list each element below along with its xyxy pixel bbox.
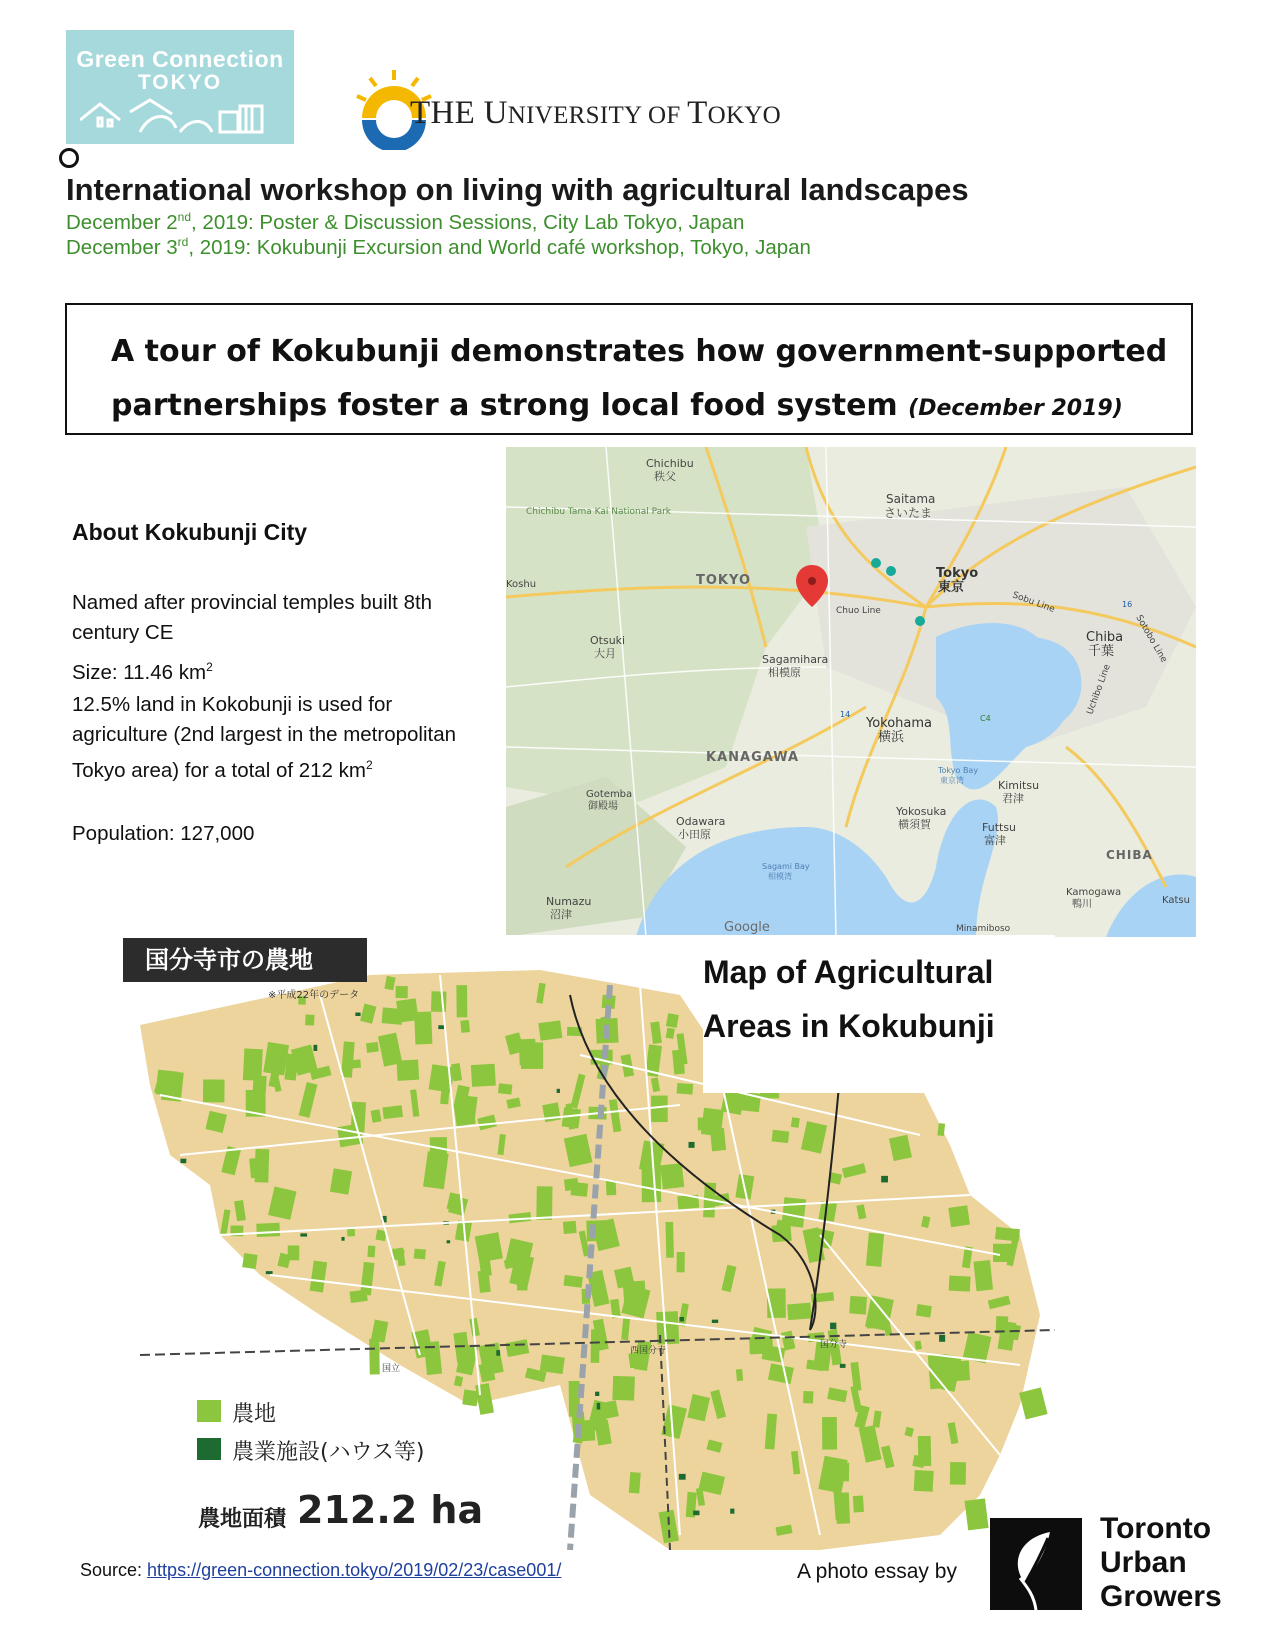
svg-text:Chiba: Chiba [1086, 630, 1124, 645]
svg-text:横須賀: 横須賀 [898, 818, 931, 831]
facility-patch [313, 1045, 317, 1051]
farmland-patch [564, 1178, 579, 1191]
farmland-patch [822, 1417, 837, 1450]
farmland-patch [866, 1233, 884, 1267]
facility-patch [693, 1511, 699, 1516]
svg-text:Otsuki: Otsuki [590, 634, 626, 647]
farmland-patch [916, 1304, 932, 1318]
farmland-patch [538, 1020, 562, 1040]
svg-text:相模原: 相模原 [768, 666, 801, 679]
svg-text:Google: Google [724, 920, 770, 935]
facility-patch [712, 1320, 718, 1323]
farmland-patch [973, 1260, 993, 1291]
facility-patch [266, 1271, 273, 1274]
svg-text:Koshu: Koshu [506, 579, 537, 590]
about-named: Named after provincial temples built 8th century CE [72, 591, 433, 644]
farmland-patch [803, 1391, 813, 1404]
agri-map-note: ※平成22年のデータ [268, 990, 360, 1001]
svg-text:国立: 国立 [382, 1364, 401, 1374]
toronto-urban-growers-name: Toronto Urban Growers [1100, 1512, 1222, 1613]
svg-text:西国分寺: 西国分寺 [630, 1346, 667, 1356]
article-title: A tour of Kokubunji demonstrates how government-supported partnerships foster a strong local food system (December 2019) [111, 334, 1168, 423]
farmland-patch [912, 1455, 925, 1468]
svg-text:Kamogawa: Kamogawa [1066, 887, 1122, 898]
farmland-patch [462, 1389, 478, 1406]
farmland-patch [536, 1186, 552, 1220]
svg-text:千葉: 千葉 [1088, 644, 1115, 659]
facility-patch [355, 1013, 360, 1016]
farmland-patch [456, 985, 467, 1017]
svg-text:Kimitsu: Kimitsu [998, 779, 1040, 792]
svg-text:CHIBA: CHIBA [1106, 848, 1153, 862]
svg-text:相模湾: 相模湾 [768, 872, 792, 881]
legend-facility-label: 農業施設(ハウス等) [232, 1440, 425, 1465]
svg-text:Odawara: Odawara [676, 815, 726, 828]
farmland-patch [255, 1149, 270, 1183]
svg-text:Saitama: Saitama [886, 492, 936, 506]
svg-text:Chichibu Tama Kai National Par: Chichibu Tama Kai National Park [526, 507, 672, 517]
farmland-patch [937, 1123, 945, 1136]
svg-text:秩父: 秩父 [654, 470, 676, 483]
farmland-patch [629, 1472, 641, 1493]
farmland-patch [367, 1245, 375, 1257]
svg-text:TOKYO: TOKYO [696, 573, 751, 588]
farmland-patch [414, 1249, 426, 1260]
farmland-patch [612, 1376, 635, 1401]
svg-text:君津: 君津 [1002, 792, 1024, 805]
svg-text:沼津: 沼津 [550, 908, 572, 921]
toronto-urban-growers-leaf-icon [990, 1518, 1082, 1610]
farmland-patch [651, 1096, 668, 1123]
tokyo-region-map [506, 447, 1196, 937]
farmland-patch [849, 1296, 867, 1315]
facility-patch [881, 1176, 888, 1183]
farmland-patch [460, 1020, 470, 1033]
gc-logo-line2: TOKYO [137, 71, 223, 94]
legend-facility-swatch [197, 1438, 221, 1460]
svg-text:Numazu: Numazu [546, 895, 592, 908]
facility-patch [939, 1335, 945, 1342]
svg-text:KANAGAWA: KANAGAWA [706, 750, 800, 765]
farmland-patch [256, 1223, 280, 1237]
farmland-patch [396, 986, 408, 998]
svg-text:さいたま: さいたま [884, 506, 933, 520]
facility-patch [730, 1509, 734, 1514]
farmland-patch [993, 1244, 1013, 1262]
farmland-patch [965, 1498, 989, 1530]
svg-text:Sagamihara: Sagamihara [762, 653, 829, 666]
farmland-patch [949, 1276, 971, 1292]
svg-text:Tokyo: Tokyo [936, 566, 979, 581]
about-size: Size: 11.46 $km^2$ [72, 660, 213, 684]
farmland-patch [677, 1252, 685, 1272]
facility-patch [300, 1233, 307, 1236]
svg-text:Minamiboso: Minamiboso [956, 924, 1011, 934]
legend-farmland-label: 農地 [232, 1402, 277, 1427]
svg-text:Yokosuka: Yokosuka [896, 805, 947, 818]
workshop-date-1: December 2nd, 2019: Poster & Discussion Sessions, City Lab Tokyo, Japan [66, 210, 745, 234]
facility-patch [689, 1142, 695, 1148]
agri-map-label-box: 国分寺市の農地 [123, 938, 367, 982]
farmland-patch [736, 1369, 743, 1381]
farmland-patch [369, 1339, 380, 1375]
farmland-patch [540, 1354, 565, 1374]
svg-text:Uchibo Line: Uchibo Line [1085, 663, 1113, 717]
green-connection-logo [66, 30, 294, 144]
bullet-circle-icon [59, 148, 79, 168]
farm-area-value: 212.2 ha [297, 1488, 484, 1532]
farmland-patch [382, 1105, 403, 1119]
farmland-patch [995, 1227, 1020, 1242]
farmland-patch [396, 1060, 419, 1081]
farmland-patch [672, 1049, 685, 1074]
workshop-title: International workshop on living with agricultural landscapes [66, 172, 969, 207]
svg-text:Sobu Line: Sobu Line [1010, 590, 1056, 615]
agri-map-title: Map of Agricultural Areas in Kokubunji [703, 945, 1005, 1093]
svg-text:大月: 大月 [594, 647, 616, 660]
svg-text:富津: 富津 [984, 834, 1006, 847]
farmland-patch [305, 1014, 314, 1025]
farmland-patch [787, 1303, 812, 1320]
svg-text:Katsu: Katsu [1162, 895, 1190, 906]
legend-farmland-swatch [197, 1400, 221, 1422]
farmland-patch [564, 1275, 583, 1288]
farmland-patch [665, 1222, 673, 1258]
farmland-patch [677, 1083, 694, 1095]
farmland-patch [366, 1042, 379, 1053]
facility-patch [830, 1323, 836, 1330]
farmland-patch [947, 1361, 970, 1382]
facility-patch [496, 1350, 500, 1356]
svg-text:C4: C4 [980, 714, 991, 723]
farmland-patch [914, 1470, 934, 1492]
facility-patch [595, 1392, 599, 1396]
about-heading: About Kokubunji City [72, 519, 308, 545]
about-population: Population: 127,000 [72, 822, 255, 845]
farmland-patch [660, 1163, 684, 1189]
farmland-patch [950, 1462, 966, 1485]
article-title-box [65, 303, 1193, 435]
svg-text:東京: 東京 [938, 580, 965, 595]
facility-patch [840, 1364, 846, 1368]
farmland-patch [853, 1496, 864, 1513]
svg-text:Tokyo Bay: Tokyo Bay [938, 766, 979, 775]
gc-logo-line1: Green Connection [76, 46, 284, 72]
farmland-patch [642, 1167, 662, 1202]
svg-text:Sotobo Line: Sotobo Line [1133, 613, 1169, 665]
svg-text:Futtsu: Futtsu [982, 821, 1017, 834]
facility-patch [180, 1159, 186, 1163]
farmland-patch [243, 1048, 263, 1080]
farmland-patch [710, 1128, 726, 1151]
farmland-patch [519, 1039, 536, 1066]
source-citation: Source: https://green-connection.tokyo/2019/02/23/case001/ [80, 1560, 562, 1580]
farmland-patch [517, 1278, 528, 1290]
facility-patch [679, 1474, 686, 1480]
farmland-patch [475, 1232, 503, 1262]
svg-text:Chichibu: Chichibu [646, 457, 694, 470]
farmland-patch [967, 1344, 975, 1352]
farmland-patch [563, 1221, 577, 1234]
svg-text:東京湾: 東京湾 [940, 776, 964, 785]
farmland-patch [838, 1463, 849, 1482]
farm-area-label: 農地面積 [198, 1507, 287, 1532]
university-of-tokyo-name: THE UNIVERSITY OF TOKYO [410, 95, 782, 131]
facility-patch [447, 1240, 451, 1243]
facility-patch [597, 1403, 601, 1410]
farmland-patch [791, 1117, 800, 1128]
farmland-patch [414, 1011, 432, 1044]
facility-patch [438, 1025, 444, 1029]
gc-skyline-icon [80, 92, 280, 136]
facility-patch [341, 1237, 344, 1241]
workshop-date-2: December 3rd, 2019: Kokubunji Excursion and World café workshop, Tokyo, Japan [66, 235, 811, 259]
farmland-patch [203, 1080, 225, 1103]
article-date: (December 2019) [908, 396, 1123, 421]
about-land-use: 12.5% land in Kokobunji is used for agriculture (2nd largest in the metropolitan Tokyo area) for a total of 212 $km^2$ [72, 693, 457, 782]
facility-patch [679, 1317, 684, 1321]
svg-text:Sagami Bay: Sagami Bay [762, 862, 810, 871]
svg-text:鴨川: 鴨川 [1072, 899, 1092, 910]
photo-essay-credit: A photo essay by [797, 1560, 957, 1583]
farmland-patch [948, 1205, 970, 1227]
farmland-patch [772, 1130, 790, 1143]
farmland-patch [666, 1013, 679, 1028]
source-link[interactable]: https://green-connection.tokyo/2019/02/23/case001/ [147, 1560, 562, 1580]
svg-text:国分寺: 国分寺 [820, 1340, 848, 1350]
svg-text:14: 14 [840, 710, 851, 719]
farmland-patch [330, 1168, 352, 1194]
farmland-patch [471, 1064, 496, 1087]
svg-text:小田原: 小田原 [678, 828, 711, 841]
svg-text:16: 16 [1122, 600, 1133, 609]
farmland-patch [242, 1253, 257, 1269]
svg-text:横浜: 横浜 [878, 730, 905, 745]
farmland-patch [498, 1083, 512, 1094]
svg-text:Yokohama: Yokohama [866, 716, 933, 731]
svg-text:Gotemba: Gotemba [586, 789, 633, 800]
facility-patch [557, 1089, 560, 1093]
svg-text:御殿場: 御殿場 [588, 801, 618, 812]
svg-text:Chuo Line: Chuo Line [836, 606, 881, 616]
